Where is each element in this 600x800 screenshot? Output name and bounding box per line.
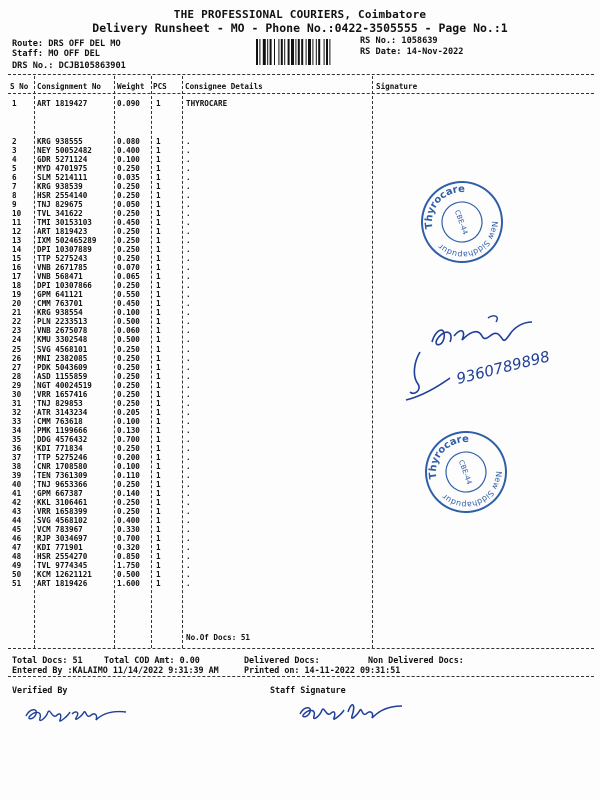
staff-signature-label: Staff Signature (270, 685, 346, 695)
row-pcs: 1 (156, 434, 161, 444)
row-pcs: 1 (156, 570, 161, 579)
non-delivered-docs: Non Delivered Docs: (368, 655, 464, 665)
row-consignment-no: PDK 5043609 (37, 362, 88, 372)
row-consignee: . (186, 579, 191, 588)
row-consignee: THYROCARE (186, 99, 228, 108)
row-consignee: . (186, 218, 191, 228)
row-consignee: . (186, 497, 191, 507)
row-sno: 33 (12, 416, 22, 426)
row-weight: 0.100 (117, 416, 140, 426)
row-weight: 0.205 (117, 407, 140, 417)
row-weight: 0.250 (117, 353, 140, 363)
row-consignment-no: SVG 4568102 (37, 515, 88, 525)
row-weight: 1.750 (117, 560, 140, 570)
row-sno: 5 (12, 164, 17, 174)
row-sno: 37 (12, 452, 22, 462)
row-pcs: 1 (156, 362, 161, 372)
row-pcs: 1 (156, 515, 161, 525)
row-consignment-no: PLN 2233513 (37, 317, 88, 327)
row-consignee: . (186, 398, 191, 408)
row-pcs: 1 (156, 524, 161, 534)
row-consignment-no: SVG 4568101 (37, 344, 88, 354)
row-consignee: . (186, 560, 191, 570)
row-consignment-no: ASD 1155859 (37, 371, 88, 381)
row-weight: 0.700 (117, 533, 140, 543)
row-consignee: . (186, 263, 191, 273)
total-cod: Total COD Amt: 0.00 (104, 655, 200, 665)
row-sno: 22 (12, 317, 22, 327)
row-weight: 0.500 (117, 335, 140, 345)
row-sno: 36 (12, 443, 22, 453)
row-pcs: 1 (156, 227, 161, 237)
row-pcs: 1 (156, 317, 161, 327)
row-consignment-no: VNB 2671785 (37, 263, 88, 273)
row-sno: 28 (12, 371, 22, 381)
row-weight: 0.250 (117, 389, 140, 399)
row-consignee: . (186, 272, 191, 282)
row-consignment-no: TVL 341622 (37, 209, 83, 219)
row-weight: 0.700 (117, 434, 140, 444)
row-pcs: 1 (156, 551, 161, 561)
row-consignment-no: TNJ 829675 (37, 200, 83, 210)
row-sno: 14 (12, 245, 22, 255)
no-of-docs: No.Of Docs: 51 (186, 633, 251, 642)
row-pcs: 1 (156, 290, 161, 300)
row-consignment-no: CMM 763618 (37, 416, 83, 426)
row-consignment-no: KCM 12621121 (37, 570, 92, 579)
row-consignee: . (186, 146, 191, 155)
row-consignee: . (186, 362, 191, 372)
row-consignment-no: DPI 10307866 (37, 281, 92, 291)
row-sno: 34 (12, 425, 22, 435)
row-pcs: 1 (156, 371, 161, 381)
handwritten-phone: 9360789898 (454, 347, 552, 388)
row-sno: 17 (12, 272, 22, 282)
row-consignment-no: VNB 568471 (37, 272, 83, 282)
row-sno: 27 (12, 362, 22, 372)
row-sno: 48 (12, 551, 22, 561)
row-pcs: 1 (156, 173, 161, 183)
row-sno: 2 (12, 137, 17, 146)
row-consignee: . (186, 290, 191, 300)
row-weight: 0.250 (117, 506, 140, 516)
row-consignee: . (186, 533, 191, 543)
row-weight: 0.250 (117, 497, 140, 507)
row-weight: 0.250 (117, 344, 140, 354)
row-sno: 42 (12, 497, 22, 507)
row-consignment-no: TTP 5275246 (37, 452, 88, 462)
row-sno: 49 (12, 560, 22, 570)
row-sno: 7 (12, 182, 17, 192)
row-sno: 26 (12, 353, 22, 363)
row-consignment-no: SLM 5214111 (37, 173, 88, 183)
printed-on: Printed on: 14-11-2022 09:31:51 (244, 665, 401, 675)
row-weight: 0.250 (117, 182, 140, 192)
row-weight: 0.250 (117, 380, 140, 390)
row-consignment-no: KDI 771834 (37, 443, 83, 453)
row-consignment-no: MYD 4701975 (37, 164, 88, 174)
row-pcs: 1 (156, 470, 161, 480)
row-consignee: . (186, 236, 191, 246)
row-consignment-no: KRG 938554 (37, 308, 83, 318)
row-consignment-no: KDI 771901 (37, 542, 83, 552)
row-pcs: 1 (156, 254, 161, 264)
row-weight: 0.100 (117, 155, 140, 164)
col-header-consignment: Consignment No (37, 82, 102, 91)
row-consignee: . (186, 461, 191, 471)
row-weight: 0.060 (117, 326, 140, 336)
row-sno: 45 (12, 524, 22, 534)
row-consignee: . (186, 137, 191, 146)
row-consignee: . (186, 470, 191, 480)
row-pcs: 1 (156, 542, 161, 552)
col-header-pcs: PCS (153, 82, 167, 91)
stamp-center-text: CBE-44 (452, 208, 470, 236)
footer-divider (8, 676, 594, 677)
staff-label: Staff: MO OFF DEL (12, 49, 100, 59)
row-sno: 30 (12, 389, 22, 399)
row-weight: 0.250 (117, 227, 140, 237)
row-sno: 3 (12, 146, 17, 155)
row-sno: 40 (12, 479, 22, 489)
row-weight: 0.250 (117, 443, 140, 453)
row-pcs: 1 (156, 236, 161, 246)
row-consignment-no: ART 1819423 (37, 227, 88, 237)
row-sno: 12 (12, 227, 22, 237)
row-consignment-no: TNJ 9653366 (37, 479, 88, 489)
row-sno: 13 (12, 236, 22, 246)
drs-number: DRS No.: DCJB105863901 (12, 61, 126, 71)
row-consignee: . (186, 371, 191, 381)
row-weight: 0.450 (117, 218, 140, 228)
row-consignment-no: ART 1819427 (37, 99, 88, 108)
row-pcs: 1 (156, 335, 161, 345)
row-consignment-no: VCM 783967 (37, 524, 83, 534)
row-consignee: . (186, 209, 191, 219)
row-sno: 51 (12, 579, 22, 588)
row-consignee: . (186, 425, 191, 435)
col-header-weight: Weight (117, 82, 145, 91)
row-consignee: . (186, 344, 191, 354)
row-weight: 0.400 (117, 515, 140, 525)
row-pcs: 1 (156, 191, 161, 201)
row-consignee: . (186, 281, 191, 291)
row-sno: 16 (12, 263, 22, 273)
row-weight: 0.110 (117, 470, 140, 480)
row-weight: 0.250 (117, 245, 140, 255)
row-pcs: 1 (156, 398, 161, 408)
row-pcs: 1 (156, 407, 161, 417)
row-consignee: . (186, 317, 191, 327)
row-sno: 38 (12, 461, 22, 471)
row-consignee: . (186, 570, 191, 579)
row-weight: 1.600 (117, 579, 140, 588)
stamp-center-text: CBE-44 (456, 458, 474, 486)
row-consignment-no: VRR 1657416 (37, 389, 88, 399)
row-sno: 43 (12, 506, 22, 516)
delivered-docs: Delivered Docs: (244, 655, 320, 665)
row-pcs: 1 (156, 497, 161, 507)
thyrocare-stamp (422, 428, 510, 516)
row-consignee: . (186, 380, 191, 390)
row-weight: 0.550 (117, 290, 140, 300)
row-pcs: 1 (156, 416, 161, 426)
row-sno: 20 (12, 299, 22, 309)
rs-number: RS No.: 1058639 (360, 36, 438, 46)
row-weight: 0.070 (117, 263, 140, 273)
row-weight: 0.330 (117, 524, 140, 534)
row-consignee: . (186, 326, 191, 336)
route-label: Route: DRS OFF DEL MO (12, 39, 121, 49)
row-consignment-no: VRR 1658399 (37, 506, 88, 516)
row-pcs: 1 (156, 137, 161, 146)
row-consignment-no: ATR 3143234 (37, 407, 88, 417)
row-consignee: . (186, 155, 191, 164)
row-consignee: . (186, 200, 191, 210)
row-sno: 44 (12, 515, 22, 525)
row-consignee: . (186, 254, 191, 264)
row-consignee: . (186, 182, 191, 192)
row-consignment-no: TEN 7361309 (37, 470, 88, 480)
row-consignment-no: KMU 3302548 (37, 335, 88, 345)
col-header-signature: Signature (376, 82, 418, 91)
row-pcs: 1 (156, 164, 161, 174)
entered-by: Entered By :KALAIMO 11/14/2022 9:31:39 AM (12, 665, 219, 675)
stamp-address-text: New Siddhapudur (436, 220, 500, 260)
row-pcs: 1 (156, 200, 161, 210)
row-weight: 0.250 (117, 209, 140, 219)
row-weight: 0.250 (117, 479, 140, 489)
document-subtitle: Delivery Runsheet - MO - Phone No.:0422-3505555 - Page No.:1 (92, 21, 508, 35)
row-pcs: 1 (156, 425, 161, 435)
row-pcs: 1 (156, 326, 161, 336)
row-weight: 0.250 (117, 281, 140, 291)
row-consignee: . (186, 524, 191, 534)
row-sno: 10 (12, 209, 22, 219)
row-weight: 0.320 (117, 542, 140, 552)
row-consignee: . (186, 191, 191, 201)
row-consignment-no: TMI 30153103 (37, 218, 92, 228)
row-consignment-no: KRG 938539 (37, 182, 83, 192)
row-weight: 0.400 (117, 146, 140, 155)
row-pcs: 1 (156, 533, 161, 543)
row-weight: 0.065 (117, 272, 140, 282)
row-consignment-no: IXM 502465289 (37, 236, 97, 246)
row-pcs: 1 (156, 155, 161, 164)
row-sno: 1 (12, 99, 17, 108)
verified-by-label: Verified By (12, 685, 68, 695)
row-consignment-no: PMK 1199666 (37, 425, 88, 435)
row-weight: 0.250 (117, 362, 140, 372)
row-pcs: 1 (156, 579, 161, 588)
row-weight: 0.130 (117, 425, 140, 435)
row-sno: 4 (12, 155, 17, 164)
row-consignment-no: KRG 938555 (37, 137, 83, 146)
row-weight: 0.090 (117, 99, 140, 108)
row-weight: 0.500 (117, 570, 140, 579)
staff-signature (296, 694, 406, 728)
row-sno: 24 (12, 335, 22, 345)
verified-signature (22, 698, 132, 728)
row-pcs: 1 (156, 99, 161, 108)
row-consignment-no: CMM 763701 (37, 299, 83, 309)
row-pcs: 1 (156, 218, 161, 228)
total-docs: Total Docs: 51 (12, 655, 83, 665)
row-weight: 0.250 (117, 191, 140, 201)
row-weight: 0.050 (117, 200, 140, 210)
row-consignment-no: DPI 10307889 (37, 245, 92, 255)
row-weight: 0.850 (117, 551, 140, 561)
col-header-consignee: Consignee Details (185, 82, 263, 91)
row-consignment-no: GPM 667387 (37, 488, 83, 498)
svg-text:Thyrocare (422, 431, 480, 482)
row-pcs: 1 (156, 461, 161, 471)
row-weight: 0.250 (117, 164, 140, 174)
row-consignment-no: ART 1819426 (37, 579, 88, 588)
row-consignee: . (186, 308, 191, 318)
row-consignee: . (186, 335, 191, 345)
row-pcs: 1 (156, 389, 161, 399)
row-sno: 23 (12, 326, 22, 336)
row-pcs: 1 (156, 281, 161, 291)
row-consignment-no: KKL 3106461 (37, 497, 88, 507)
stamp-brand-text: Thyrocare (427, 433, 469, 480)
row-weight: 0.200 (117, 452, 140, 462)
row-consignment-no: TTP 5275243 (37, 254, 88, 264)
row-consignee: . (186, 407, 191, 417)
row-consignee: . (186, 551, 191, 561)
row-pcs: 1 (156, 560, 161, 570)
row-sno: 50 (12, 570, 22, 579)
row-sno: 39 (12, 470, 22, 480)
row-sno: 35 (12, 434, 22, 444)
row-sno: 19 (12, 290, 22, 300)
row-weight: 0.100 (117, 461, 140, 471)
row-weight: 0.100 (117, 308, 140, 318)
row-weight: 0.250 (117, 371, 140, 381)
row-pcs: 1 (156, 263, 161, 273)
row-weight: 0.140 (117, 488, 140, 498)
row-pcs: 1 (156, 209, 161, 219)
row-sno: 11 (12, 218, 22, 228)
row-weight: 0.450 (117, 299, 140, 309)
row-consignee: . (186, 353, 191, 363)
row-sno: 41 (12, 488, 22, 498)
row-consignee: . (186, 164, 191, 174)
row-pcs: 1 (156, 506, 161, 516)
col-header-sno: S No (10, 82, 29, 91)
row-consignee: . (186, 479, 191, 489)
row-consignee: . (186, 506, 191, 516)
document-title: THE PROFESSIONAL COURIERS, Coimbatore (173, 8, 427, 21)
row-consignee: . (186, 173, 191, 183)
row-weight: 0.035 (117, 173, 140, 183)
row-consignment-no: GPM 641121 (37, 290, 83, 300)
row-consignment-no: HSR 2554140 (37, 191, 88, 201)
row-consignee: . (186, 452, 191, 462)
row-pcs: 1 (156, 344, 161, 354)
row-sno: 29 (12, 380, 22, 390)
row-consignee: . (186, 245, 191, 255)
row-pcs: 1 (156, 380, 161, 390)
row-sno: 15 (12, 254, 22, 264)
row-pcs: 1 (156, 488, 161, 498)
row-weight: 0.250 (117, 236, 140, 246)
row-consignment-no: CNR 1708580 (37, 461, 88, 471)
svg-text:Thyrocare (418, 181, 476, 232)
row-pcs: 1 (156, 272, 161, 282)
row-pcs: 1 (156, 353, 161, 363)
thyrocare-stamp (418, 178, 506, 266)
row-consignee: . (186, 299, 191, 309)
row-consignment-no: NGT 40024519 (37, 380, 92, 390)
row-sno: 8 (12, 191, 17, 201)
row-sno: 25 (12, 344, 22, 354)
stamp-brand-text: Thyrocare (423, 183, 465, 230)
row-consignment-no: RJP 3034697 (37, 533, 88, 543)
row-sno: 21 (12, 308, 22, 318)
row-consignee: . (186, 434, 191, 444)
row-consignment-no: HSR 2554270 (37, 551, 88, 561)
row-weight: 0.080 (117, 137, 140, 146)
row-consignment-no: NEY 50052482 (37, 146, 92, 155)
receiver-signature (392, 292, 572, 412)
row-consignee: . (186, 416, 191, 426)
row-sno: 9 (12, 200, 17, 210)
row-pcs: 1 (156, 182, 161, 192)
row-consignee: . (186, 515, 191, 525)
row-sno: 18 (12, 281, 22, 291)
row-consignment-no: VNB 2675078 (37, 326, 88, 336)
row-sno: 32 (12, 407, 22, 417)
row-consignment-no: MNI 2382085 (37, 353, 88, 363)
row-pcs: 1 (156, 146, 161, 155)
row-consignee: . (186, 542, 191, 552)
row-consignee: . (186, 389, 191, 399)
row-consignee: . (186, 443, 191, 453)
row-consignment-no: TVL 9774345 (37, 560, 88, 570)
row-consignment-no: DDG 4576432 (37, 434, 88, 444)
row-weight: 0.250 (117, 254, 140, 264)
row-pcs: 1 (156, 299, 161, 309)
stamp-address-text: New Siddhapudur (440, 470, 504, 510)
row-pcs: 1 (156, 479, 161, 489)
row-pcs: 1 (156, 443, 161, 453)
row-sno: 6 (12, 173, 17, 183)
row-weight: 0.500 (117, 317, 140, 327)
row-consignment-no: GDR 5271124 (37, 155, 88, 164)
row-consignee: . (186, 227, 191, 237)
row-pcs: 1 (156, 245, 161, 255)
row-pcs: 1 (156, 308, 161, 318)
row-pcs: 1 (156, 452, 161, 462)
row-sno: 47 (12, 542, 22, 552)
row-consignee: . (186, 488, 191, 498)
row-weight: 0.250 (117, 398, 140, 408)
row-sno: 31 (12, 398, 22, 408)
row-sno: 46 (12, 533, 22, 543)
rs-date: RS Date: 14-Nov-2022 (360, 47, 464, 57)
row-consignment-no: TNJ 829853 (37, 398, 83, 408)
